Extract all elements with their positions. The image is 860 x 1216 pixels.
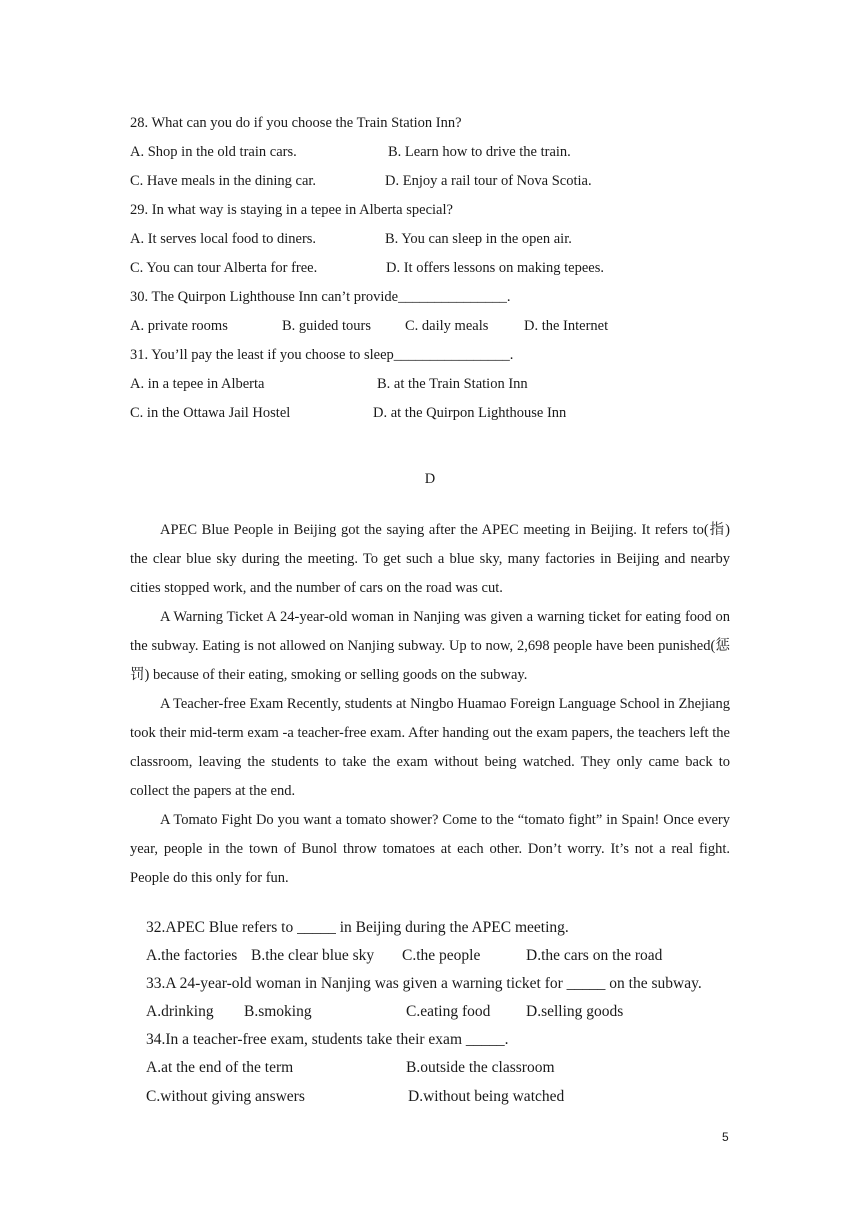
question-28-option-a: A. Shop in the old train cars. — [130, 144, 297, 160]
question-30-option-a: A. private rooms — [130, 318, 228, 334]
question-29-option-b: B. You can sleep in the open air. — [385, 231, 572, 247]
question-33-option-b: B.smoking — [244, 1003, 312, 1020]
question-34-option-b: B.outside the classroom — [406, 1059, 555, 1076]
question-30-stem: 30. The Quirpon Lighthouse Inn can’t provide_______________. — [130, 289, 511, 305]
question-34-option-a: A.at the end of the term — [146, 1059, 294, 1076]
question-29-option-c: C. You can tour Alberta for free. — [130, 260, 318, 276]
question-31-option-d: D. at the Quirpon Lighthouse Inn — [373, 405, 567, 421]
question-32-option-b: B.the clear blue sky — [251, 947, 375, 964]
question-28-stem: 28. What can you do if you choose the Train Station Inn? — [130, 115, 462, 131]
question-31-option-a: A. in a tepee in Alberta — [130, 376, 265, 392]
question-28-option-d: D. Enjoy a rail tour of Nova Scotia. — [385, 173, 592, 189]
question-30-option-d: D. the Internet — [524, 318, 609, 334]
question-31-stem: 31. You’ll pay the least if you choose to sleep________________. — [130, 347, 514, 363]
question-28-option-b: B. Learn how to drive the train. — [388, 144, 571, 160]
question-29-option-a: A. It serves local food to diners. — [130, 231, 317, 247]
question-33-stem: 33.A 24-year-old woman in Nanjing was given a warning ticket for _____ on the subway. — [146, 975, 702, 992]
question-32-option-c: C.the people — [402, 947, 481, 964]
question-32-option-a: A.the factories — [146, 947, 238, 964]
question-30-option-b: B. guided tours — [282, 318, 372, 334]
question-34-stem: 34.In a teacher-free exam, students take their exam _____. — [146, 1031, 509, 1048]
section-label: D — [424, 471, 436, 487]
question-32-option-d: D.the cars on the road — [526, 947, 663, 964]
question-28-option-c: C. Have meals in the dining car. — [130, 173, 317, 189]
passage-paragraph: A Warning Ticket A 24-year-old woman in Nanjing was given a warning ticket for eating food on the subway. Eating is not allowed on Nanjing subway. Up to now, 2,698 people have been punished(惩罚) because of their eating, smoking or selling goods on the subway. — [130, 609, 730, 683]
passage-paragraph: A Tomato Fight Do you want a tomato shower? Come to the “tomato fight” in Spain! Once every year, people in the town of Bunol throw tomatoes at each other. Don’t worry. It’s not a real fight. People do this only for fun. — [130, 812, 730, 886]
question-29-option-d: D. It offers lessons on making tepees. — [386, 260, 604, 276]
question-33-option-a: A.drinking — [146, 1003, 214, 1020]
question-31-option-c: C. in the Ottawa Jail Hostel — [130, 405, 291, 421]
question-31-option-b: B. at the Train Station Inn — [377, 376, 528, 392]
question-29-stem: 29. In what way is staying in a tepee in Alberta special? — [130, 202, 453, 218]
question-34-option-c: C.without giving answers — [146, 1088, 305, 1105]
question-30-option-c: C. daily meals — [405, 318, 489, 334]
question-34-option-d: D.without being watched — [408, 1088, 565, 1105]
passage-paragraph: A Teacher-free Exam Recently, students at Ningbo Huamao Foreign Language School in Zhejiang took their mid-term exam -a teacher-free exam. After handing out the exam papers, the teachers left the classroom, leaving the students to take the exam without being watched. They only came back to collect the papers at the end. — [130, 696, 730, 799]
reading-passage — [130, 516, 730, 893]
question-33-option-d: D.selling goods — [526, 1003, 624, 1020]
passage-paragraph: APEC Blue People in Beijing got the saying after the APEC meeting in Beijing. It refers to(指) the clear blue sky during the meeting. To get such a blue sky, many factories in Beijing and nearby cities stopped work, and the number of cars on the road was cut. — [130, 522, 730, 596]
question-33-option-c: C.eating food — [406, 1003, 491, 1020]
question-32-stem: 32.APEC Blue refers to _____ in Beijing during the APEC meeting. — [146, 919, 569, 936]
page-number: 5 — [722, 1130, 729, 1144]
